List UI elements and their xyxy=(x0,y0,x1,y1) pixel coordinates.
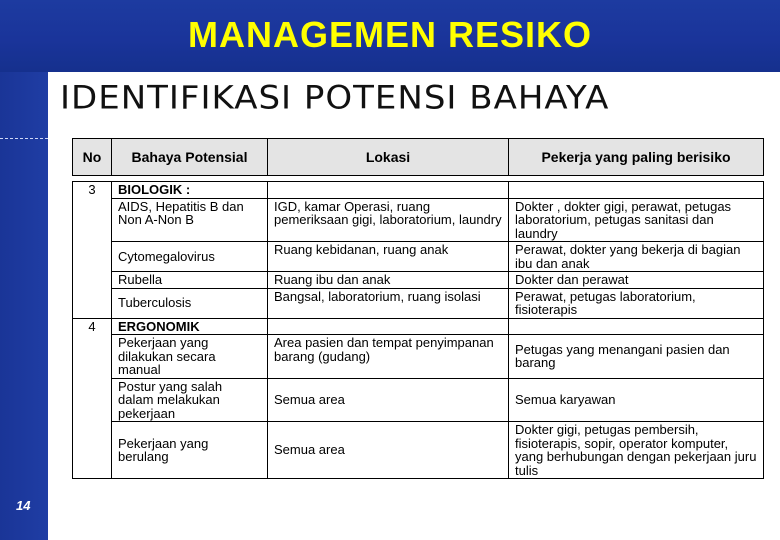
table-row xyxy=(73,182,764,199)
header-location: Lokasi xyxy=(268,139,509,176)
hazard-cell: Tuberculosis xyxy=(112,288,268,318)
workers-cell: Semua karyawan xyxy=(509,378,764,422)
workers-cell: Dokter dan perawat xyxy=(509,272,764,289)
table-header-row xyxy=(73,139,764,176)
workers-cell: Perawat, dokter yang bekerja di bagian ibu dan anak xyxy=(509,242,764,272)
hazard-table xyxy=(72,138,764,479)
table-row xyxy=(73,288,764,318)
header-hazard: Bahaya Potensial xyxy=(112,139,268,176)
hazard-cell: Postur yang salah dalam melakukan pekerjaan xyxy=(112,378,268,422)
group-number: 3 xyxy=(73,182,112,319)
location-cell: IGD, kamar Operasi, ruang pemeriksaan gigi, laboratorium, laundry xyxy=(268,198,509,242)
hazard-cell: Cytomegalovirus xyxy=(112,242,268,272)
slide-number: 14 xyxy=(16,498,31,513)
left-band-divider xyxy=(0,138,48,139)
table-row xyxy=(73,198,764,242)
slide-left-band xyxy=(0,72,48,540)
table-row xyxy=(73,378,764,422)
location-cell: Semua area xyxy=(268,378,509,422)
category-label: BIOLOGIK : xyxy=(112,182,268,199)
slide-title: MANAGEMEN RESIKO xyxy=(187,14,593,55)
hazard-cell: Pekerjaan yang berulang xyxy=(112,422,268,479)
table-row xyxy=(73,335,764,379)
table-row xyxy=(73,272,764,289)
workers-cell: Perawat, petugas laboratorium, fisioterapis xyxy=(509,288,764,318)
slide-subtitle: IDENTIFIKASI POTENSI BAHAYA xyxy=(60,79,610,117)
workers-cell: Dokter , dokter gigi, perawat, petugas laboratorium, petugas sanitasi dan laundry xyxy=(509,198,764,242)
workers-cell: Petugas yang menangani pasien dan barang xyxy=(509,335,764,379)
category-label: ERGONOMIK xyxy=(112,318,268,335)
location-cell: Ruang ibu dan anak xyxy=(268,272,509,289)
location-cell: Ruang kebidanan, ruang anak xyxy=(268,242,509,272)
header-workers: Pekerja yang paling berisiko xyxy=(509,139,764,176)
hazard-cell: Pekerjaan yang dilakukan secara manual xyxy=(112,335,268,379)
hazard-cell: AIDS, Hepatitis B dan Non A-Non B xyxy=(112,198,268,242)
slide-content xyxy=(48,72,780,540)
location-cell: Semua area xyxy=(268,422,509,479)
location-cell: Bangsal, laboratorium, ruang isolasi xyxy=(268,288,509,318)
header-no: No xyxy=(73,139,112,176)
table-row xyxy=(73,318,764,335)
location-cell: Area pasien dan tempat penyimpanan barang (gudang) xyxy=(268,335,509,379)
hazard-cell: Rubella xyxy=(112,272,268,289)
table-row xyxy=(73,422,764,479)
group-number: 4 xyxy=(73,318,112,479)
table-row xyxy=(73,242,764,272)
workers-cell: Dokter gigi, petugas pembersih, fisioterapis, sopir, operator komputer, yang berhubungan dengan pekerjaan juru tulis xyxy=(509,422,764,479)
